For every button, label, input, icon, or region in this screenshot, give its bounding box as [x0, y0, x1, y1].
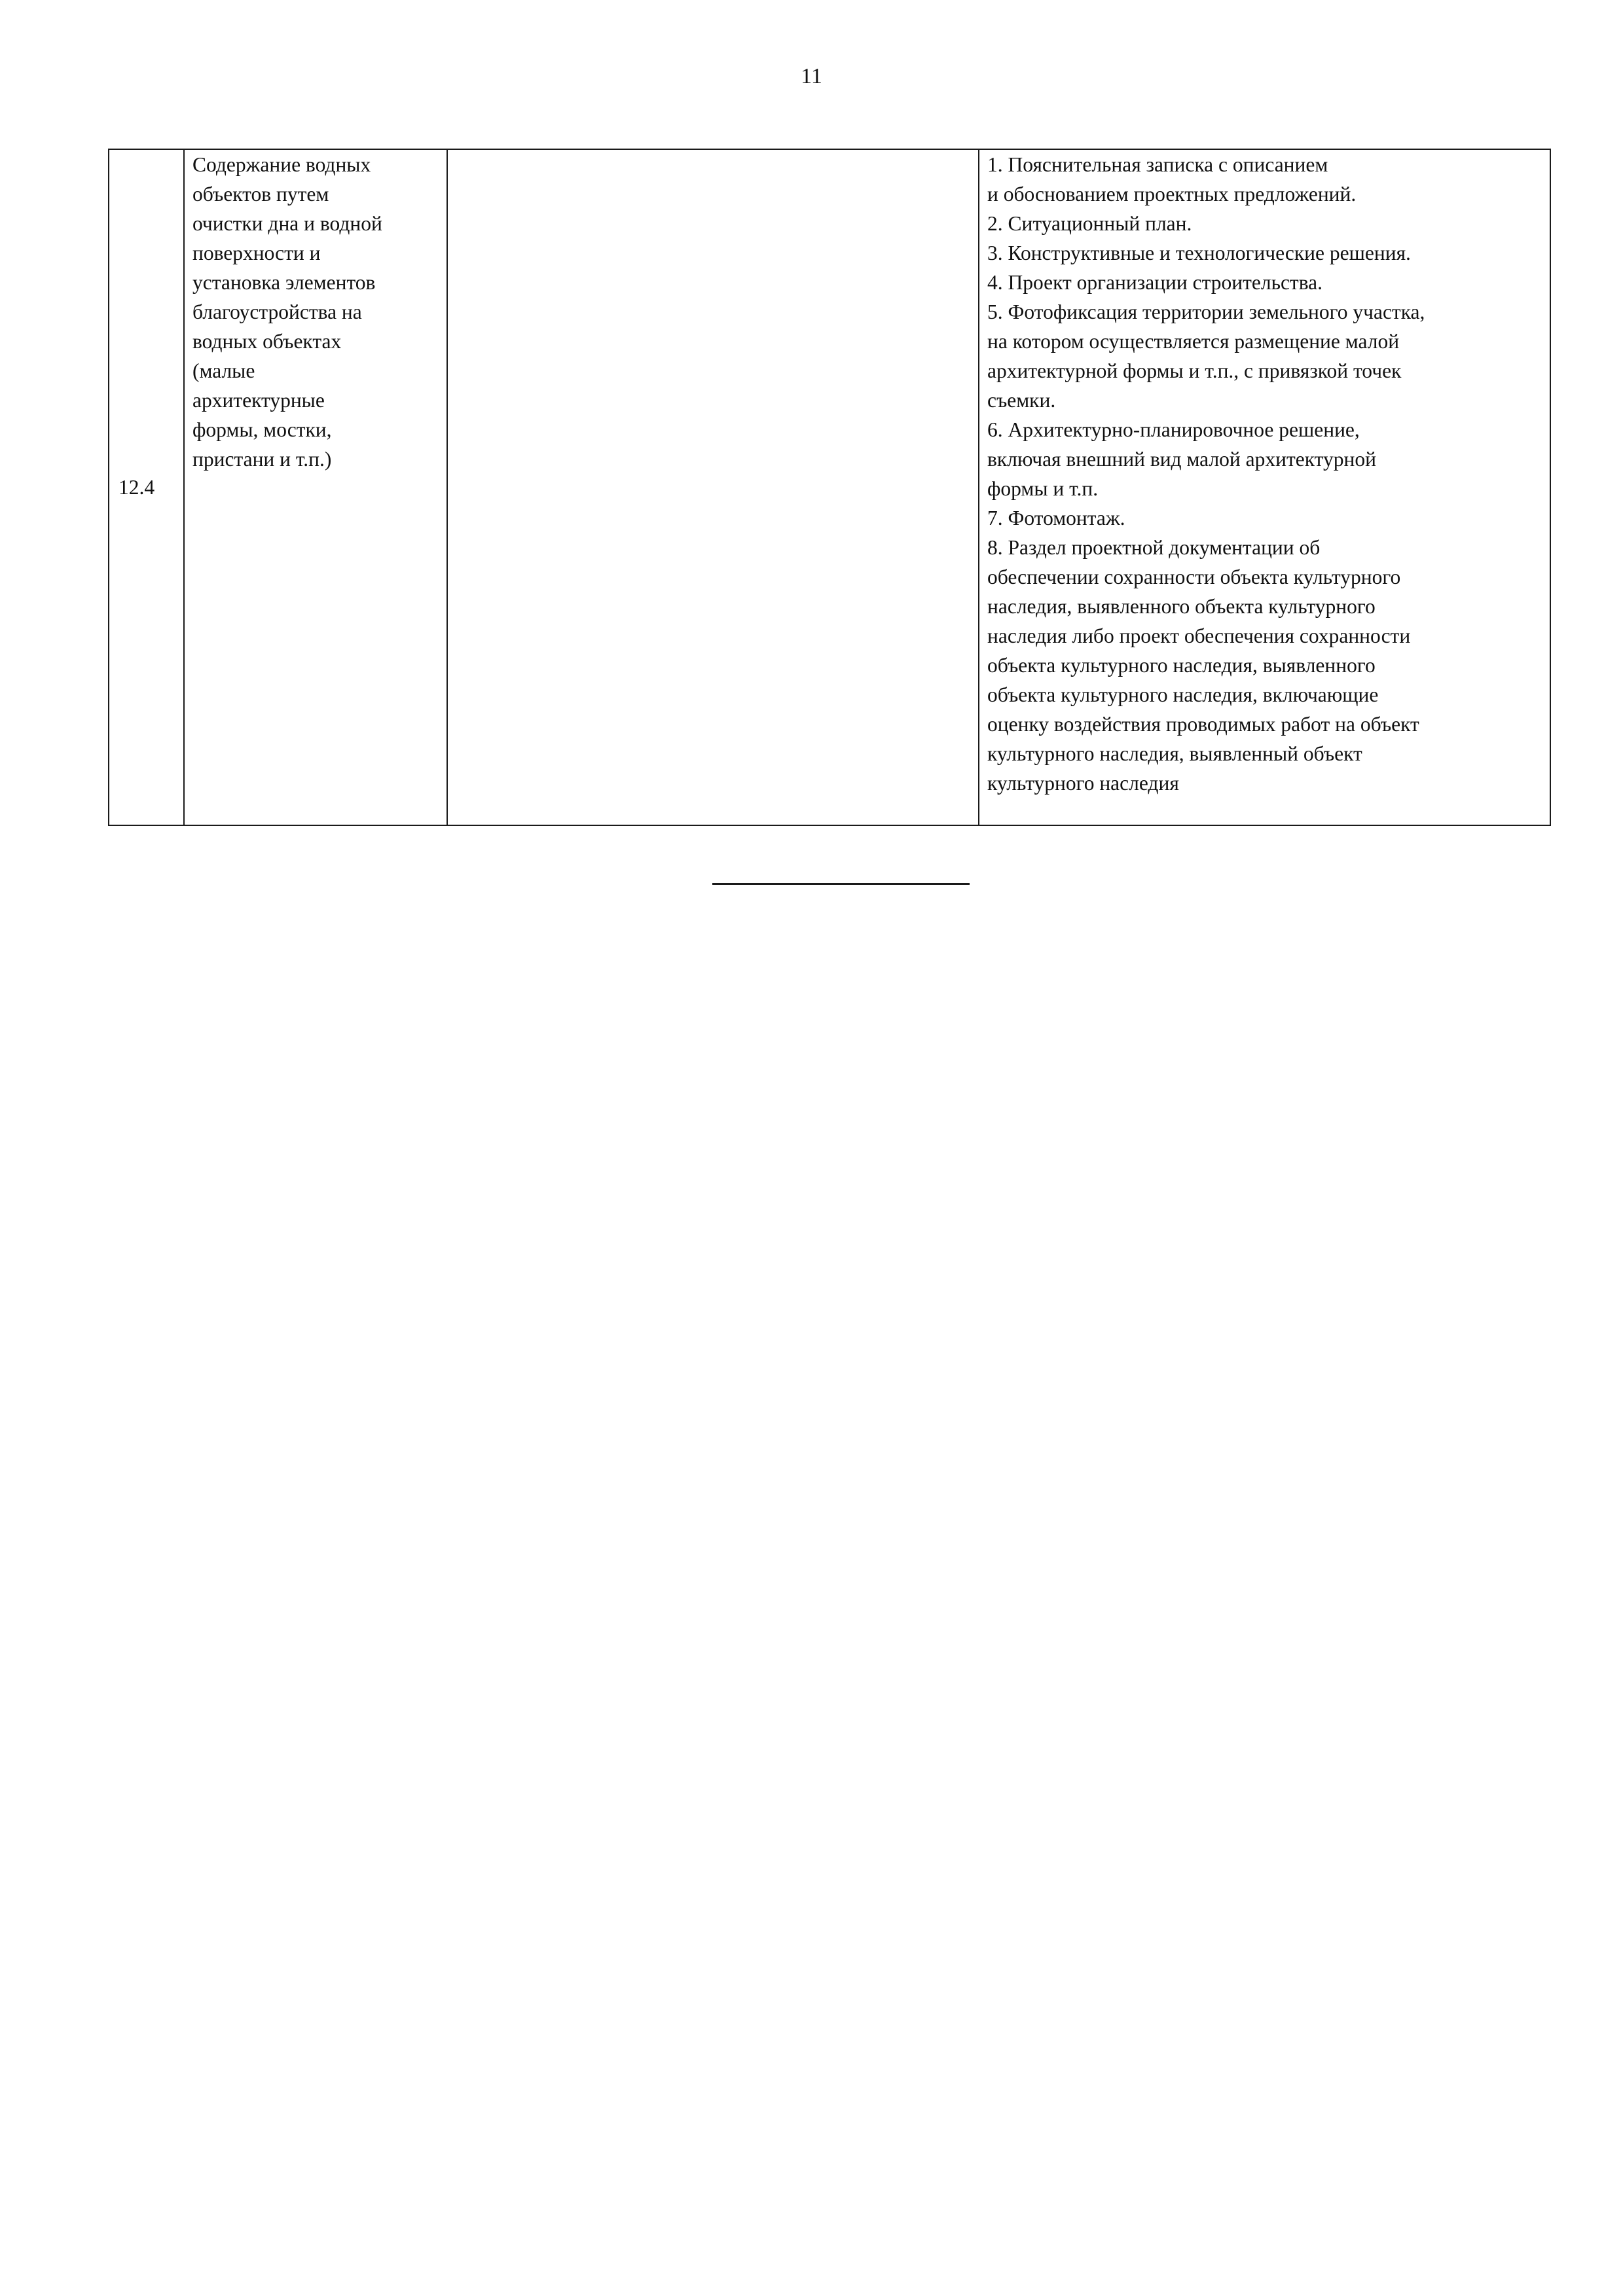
work-type-line: водных объектах	[192, 330, 342, 353]
work-type-line: поверхности и	[192, 242, 321, 264]
document-line: на котором осуществляется размещение малой	[987, 330, 1400, 353]
work-type-line: архитектурные	[192, 389, 325, 412]
empty-cell	[447, 149, 979, 825]
work-type-line: пристани и т.п.)	[192, 448, 332, 471]
table-row	[109, 149, 1550, 825]
document-line: 6. Архитектурно-планировочное решение,	[987, 418, 1360, 441]
work-type-line: установка элементов	[192, 271, 376, 294]
document-line: 5. Фотофиксация территории земельного участка,	[987, 300, 1425, 323]
document-line: культурного наследия	[987, 772, 1179, 795]
document-line: наследия либо проект обеспечения сохранности	[987, 624, 1411, 647]
work-type-line: (малые	[192, 359, 255, 382]
work-type-line: объектов путем	[192, 183, 329, 206]
document-line: включая внешний вид малой архитектурной	[987, 448, 1376, 471]
work-type-line: благоустройства на	[192, 300, 362, 323]
document-line: и обоснованием проектных предложений.	[987, 183, 1357, 206]
document-line: 3. Конструктивные и технологические решения.	[987, 242, 1411, 264]
requirements-table	[108, 149, 1551, 826]
document-line: 8. Раздел проектной документации об	[987, 536, 1321, 559]
document-line: наследия, выявленного объекта культурного	[987, 595, 1376, 618]
work-type-line: формы, мостки,	[192, 418, 332, 441]
work-type-line: Содержание водных	[192, 153, 371, 176]
document-line: архитектурной формы и т.п., с привязкой точек	[987, 359, 1402, 382]
document-line: оценку воздействия проводимых работ на объект	[987, 713, 1419, 736]
document-line: обеспечении сохранности объекта культурного	[987, 565, 1401, 588]
end-separator-line	[712, 883, 970, 885]
row-number-cell	[109, 149, 184, 825]
row-number: 12.4	[119, 476, 155, 499]
page-number: 11	[801, 64, 822, 88]
document-line: съемки.	[987, 389, 1056, 412]
document-line: объекта культурного наследия, включающие	[987, 683, 1379, 706]
work-type-line: очистки дна и водной	[192, 212, 382, 235]
document-line: 2. Ситуационный план.	[987, 212, 1192, 235]
documents-cell	[979, 149, 1550, 825]
document-line: культурного наследия, выявленный объект	[987, 742, 1362, 765]
work-type-cell	[184, 149, 447, 825]
document-line: объекта культурного наследия, выявленного	[987, 654, 1376, 677]
document-line: 7. Фотомонтаж.	[987, 507, 1125, 529]
document-line: 4. Проект организации строительства.	[987, 271, 1323, 294]
document-line: формы и т.п.	[987, 477, 1099, 500]
document-line: 1. Пояснительная записка с описанием	[987, 153, 1328, 176]
